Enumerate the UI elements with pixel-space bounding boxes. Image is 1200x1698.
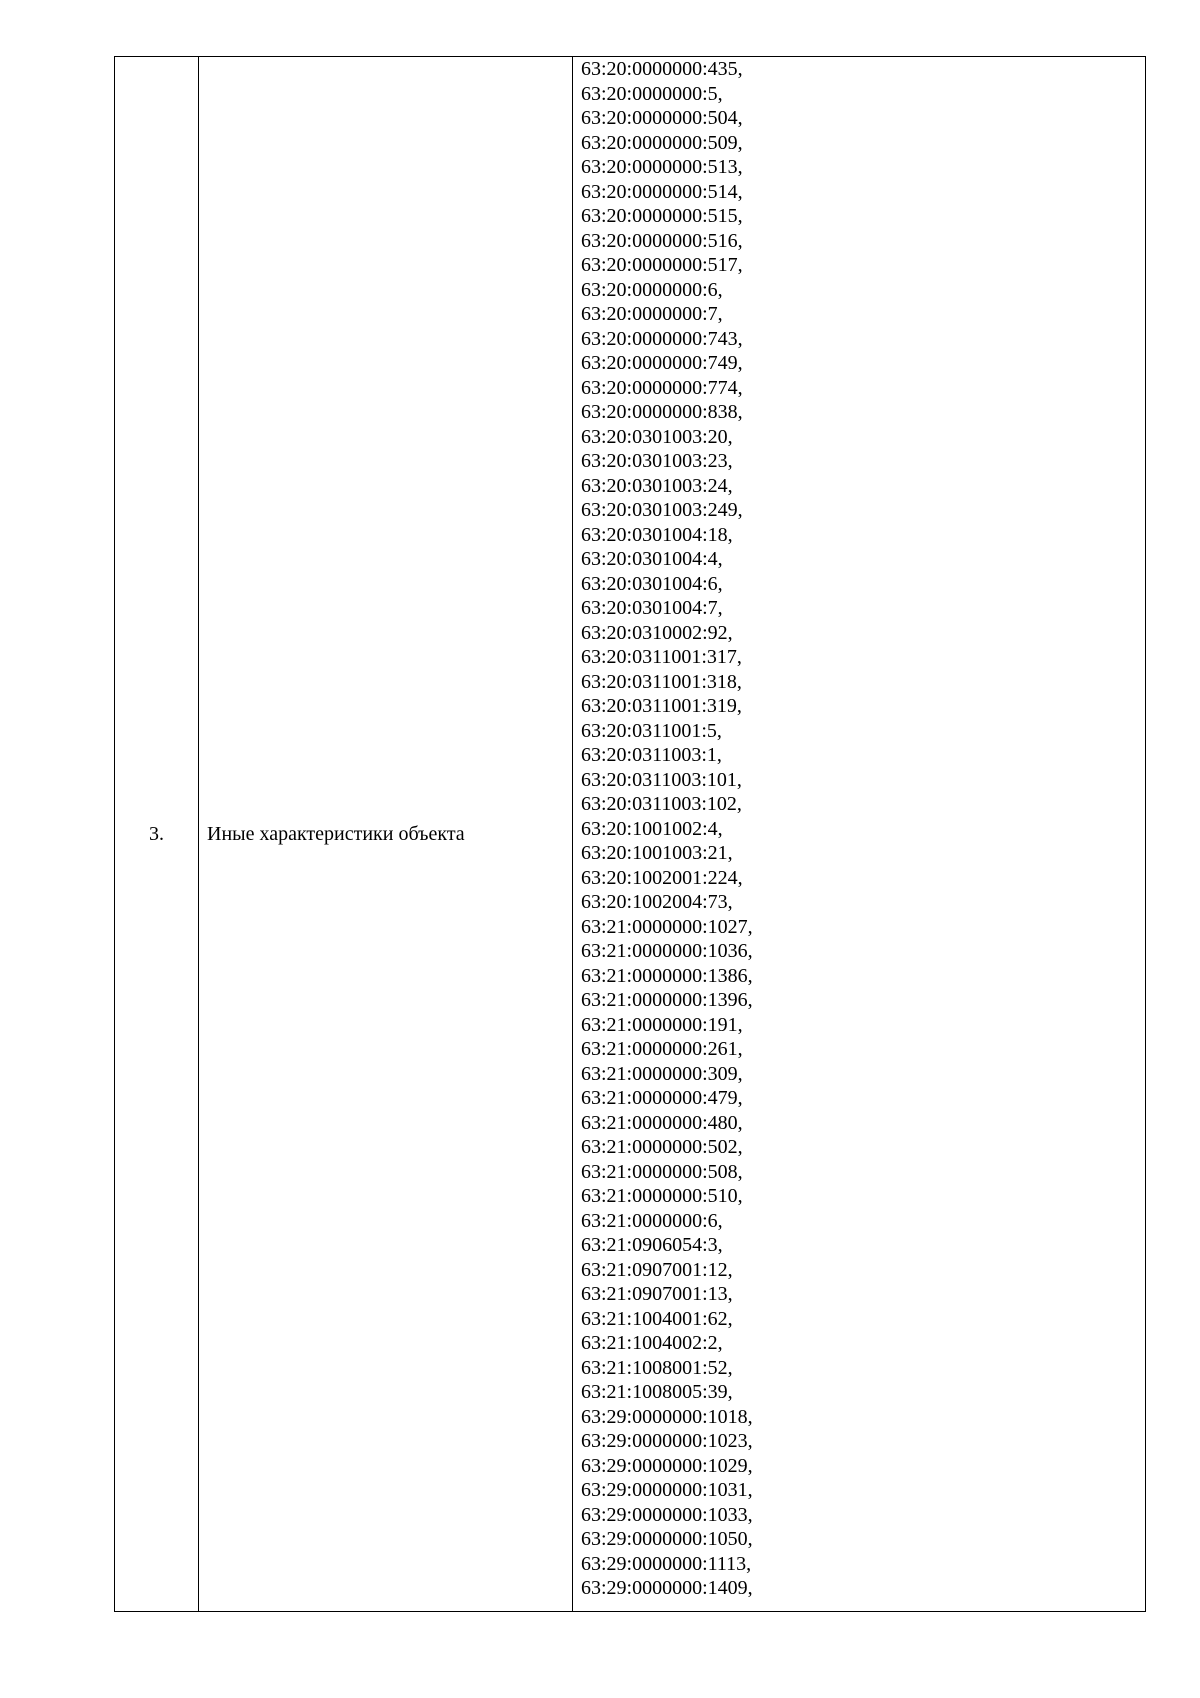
- cadastral-number: 63:20:0000000:513,: [581, 156, 743, 178]
- table-row: [115, 57, 1146, 1612]
- cadastral-number: 63:29:0000000:1018,: [581, 1405, 753, 1428]
- row-label: Иные характеристики объекта: [207, 822, 465, 845]
- cadastral-number: 63:21:0000000:479,: [581, 1087, 743, 1109]
- cadastral-number: 63:21:0000000:1396,: [581, 989, 753, 1011]
- cadastral-number: 63:29:0000000:1409,: [581, 1577, 753, 1599]
- cadastral-number: 63:21:0000000:309,: [581, 1062, 743, 1085]
- cadastral-number: 63:21:1004001:62,: [581, 1307, 733, 1330]
- cadastral-number: 63:29:0000000:1033,: [581, 1503, 753, 1526]
- cadastral-number: 63:21:0907001:12,: [581, 1258, 733, 1281]
- cadastral-number: 63:20:0310002:92,: [581, 621, 733, 644]
- cadastral-number: 63:21:0000000:1027,: [581, 915, 753, 938]
- cadastral-number: 63:29:0000000:1113,: [581, 1552, 752, 1575]
- cadastral-number: 63:20:0000000:504,: [581, 107, 743, 129]
- cadastral-number: 63:21:0000000:508,: [581, 1160, 743, 1183]
- cadastral-number: 63:20:0000000:514,: [581, 180, 743, 203]
- cadastral-number: 63:20:0301004:18,: [581, 523, 733, 546]
- cadastral-number: 63:21:0907001:13,: [581, 1283, 733, 1305]
- row-value-cell: [573, 57, 1146, 1612]
- cadastral-number: 63:21:0000000:191,: [581, 1013, 743, 1036]
- cadastral-number: 63:20:0311001:318,: [581, 670, 742, 693]
- cadastral-number: 63:20:0000000:6,: [581, 278, 723, 301]
- cadastral-number: 63:20:0000000:509,: [581, 131, 743, 154]
- cadastral-number: 63:20:0311003:1,: [581, 744, 722, 766]
- cadastral-number: 63:20:0000000:5,: [581, 82, 723, 105]
- row-label-cell: [199, 57, 573, 1612]
- cadastral-number: 63:20:0311003:102,: [581, 793, 742, 815]
- cadastral-number: 63:20:0311003:101,: [581, 768, 742, 791]
- cadastral-number: 63:20:0000000:516,: [581, 229, 743, 252]
- cadastral-number: 63:29:0000000:1023,: [581, 1430, 753, 1452]
- cadastral-number: 63:20:0311001:5,: [581, 719, 722, 742]
- cadastral-number: 63:20:0000000:743,: [581, 327, 743, 350]
- cadastral-number: 63:20:0301003:23,: [581, 450, 733, 472]
- cadastral-number: 63:21:0000000:480,: [581, 1111, 743, 1134]
- cadastral-number: 63:21:0906054:3,: [581, 1234, 723, 1256]
- cadastral-number: 63:20:1001002:4,: [581, 817, 723, 840]
- cadastral-number: 63:20:0301003:20,: [581, 425, 733, 448]
- row-number: 3.: [149, 822, 164, 845]
- cadastral-number: 63:20:0301003:24,: [581, 474, 733, 497]
- cadastral-number: 63:20:1001003:21,: [581, 842, 733, 864]
- cadastral-number: 63:21:0000000:261,: [581, 1038, 743, 1060]
- cadastral-number: 63:20:0000000:515,: [581, 205, 743, 227]
- cadastral-number: 63:20:0000000:435,: [581, 58, 743, 80]
- cadastral-number: 63:20:0301004:6,: [581, 572, 723, 595]
- cadastral-number: 63:21:1004002:2,: [581, 1332, 723, 1354]
- row-number-cell: [115, 57, 199, 1612]
- cadastral-number: 63:20:0000000:774,: [581, 376, 743, 399]
- cadastral-number: 63:29:0000000:1029,: [581, 1454, 753, 1477]
- cadastral-number: 63:20:0301004:4,: [581, 548, 723, 570]
- cadastral-number: 63:20:0000000:517,: [581, 254, 743, 276]
- cadastral-number: 63:21:0000000:510,: [581, 1185, 743, 1207]
- cadastral-number: 63:20:0301003:249,: [581, 499, 743, 521]
- cadastral-number: 63:21:0000000:6,: [581, 1209, 723, 1232]
- cadastral-number: 63:20:0301004:7,: [581, 597, 723, 619]
- cadastral-number: 63:20:1002004:73,: [581, 891, 733, 913]
- cadastral-number: 63:20:0000000:749,: [581, 352, 743, 374]
- cadastral-number: 63:21:0000000:1386,: [581, 964, 753, 987]
- cadastral-number: 63:20:1002001:224,: [581, 866, 743, 889]
- cadastral-number: 63:21:1008005:39,: [581, 1381, 733, 1403]
- cadastral-number: 63:21:1008001:52,: [581, 1356, 733, 1379]
- cadastral-number: 63:20:0311001:317,: [581, 646, 742, 668]
- cadastral-number-list: [581, 57, 1145, 1601]
- cadastral-number: 63:21:0000000:502,: [581, 1136, 743, 1158]
- cadastral-number: 63:20:0000000:838,: [581, 401, 743, 423]
- cadastral-number: 63:29:0000000:1031,: [581, 1479, 753, 1501]
- cadastral-number: 63:21:0000000:1036,: [581, 940, 753, 962]
- cadastral-number: 63:20:0311001:319,: [581, 695, 742, 717]
- cadastral-number: 63:20:0000000:7,: [581, 303, 723, 325]
- cadastral-number: 63:29:0000000:1050,: [581, 1528, 753, 1550]
- document-table: [114, 56, 1146, 1612]
